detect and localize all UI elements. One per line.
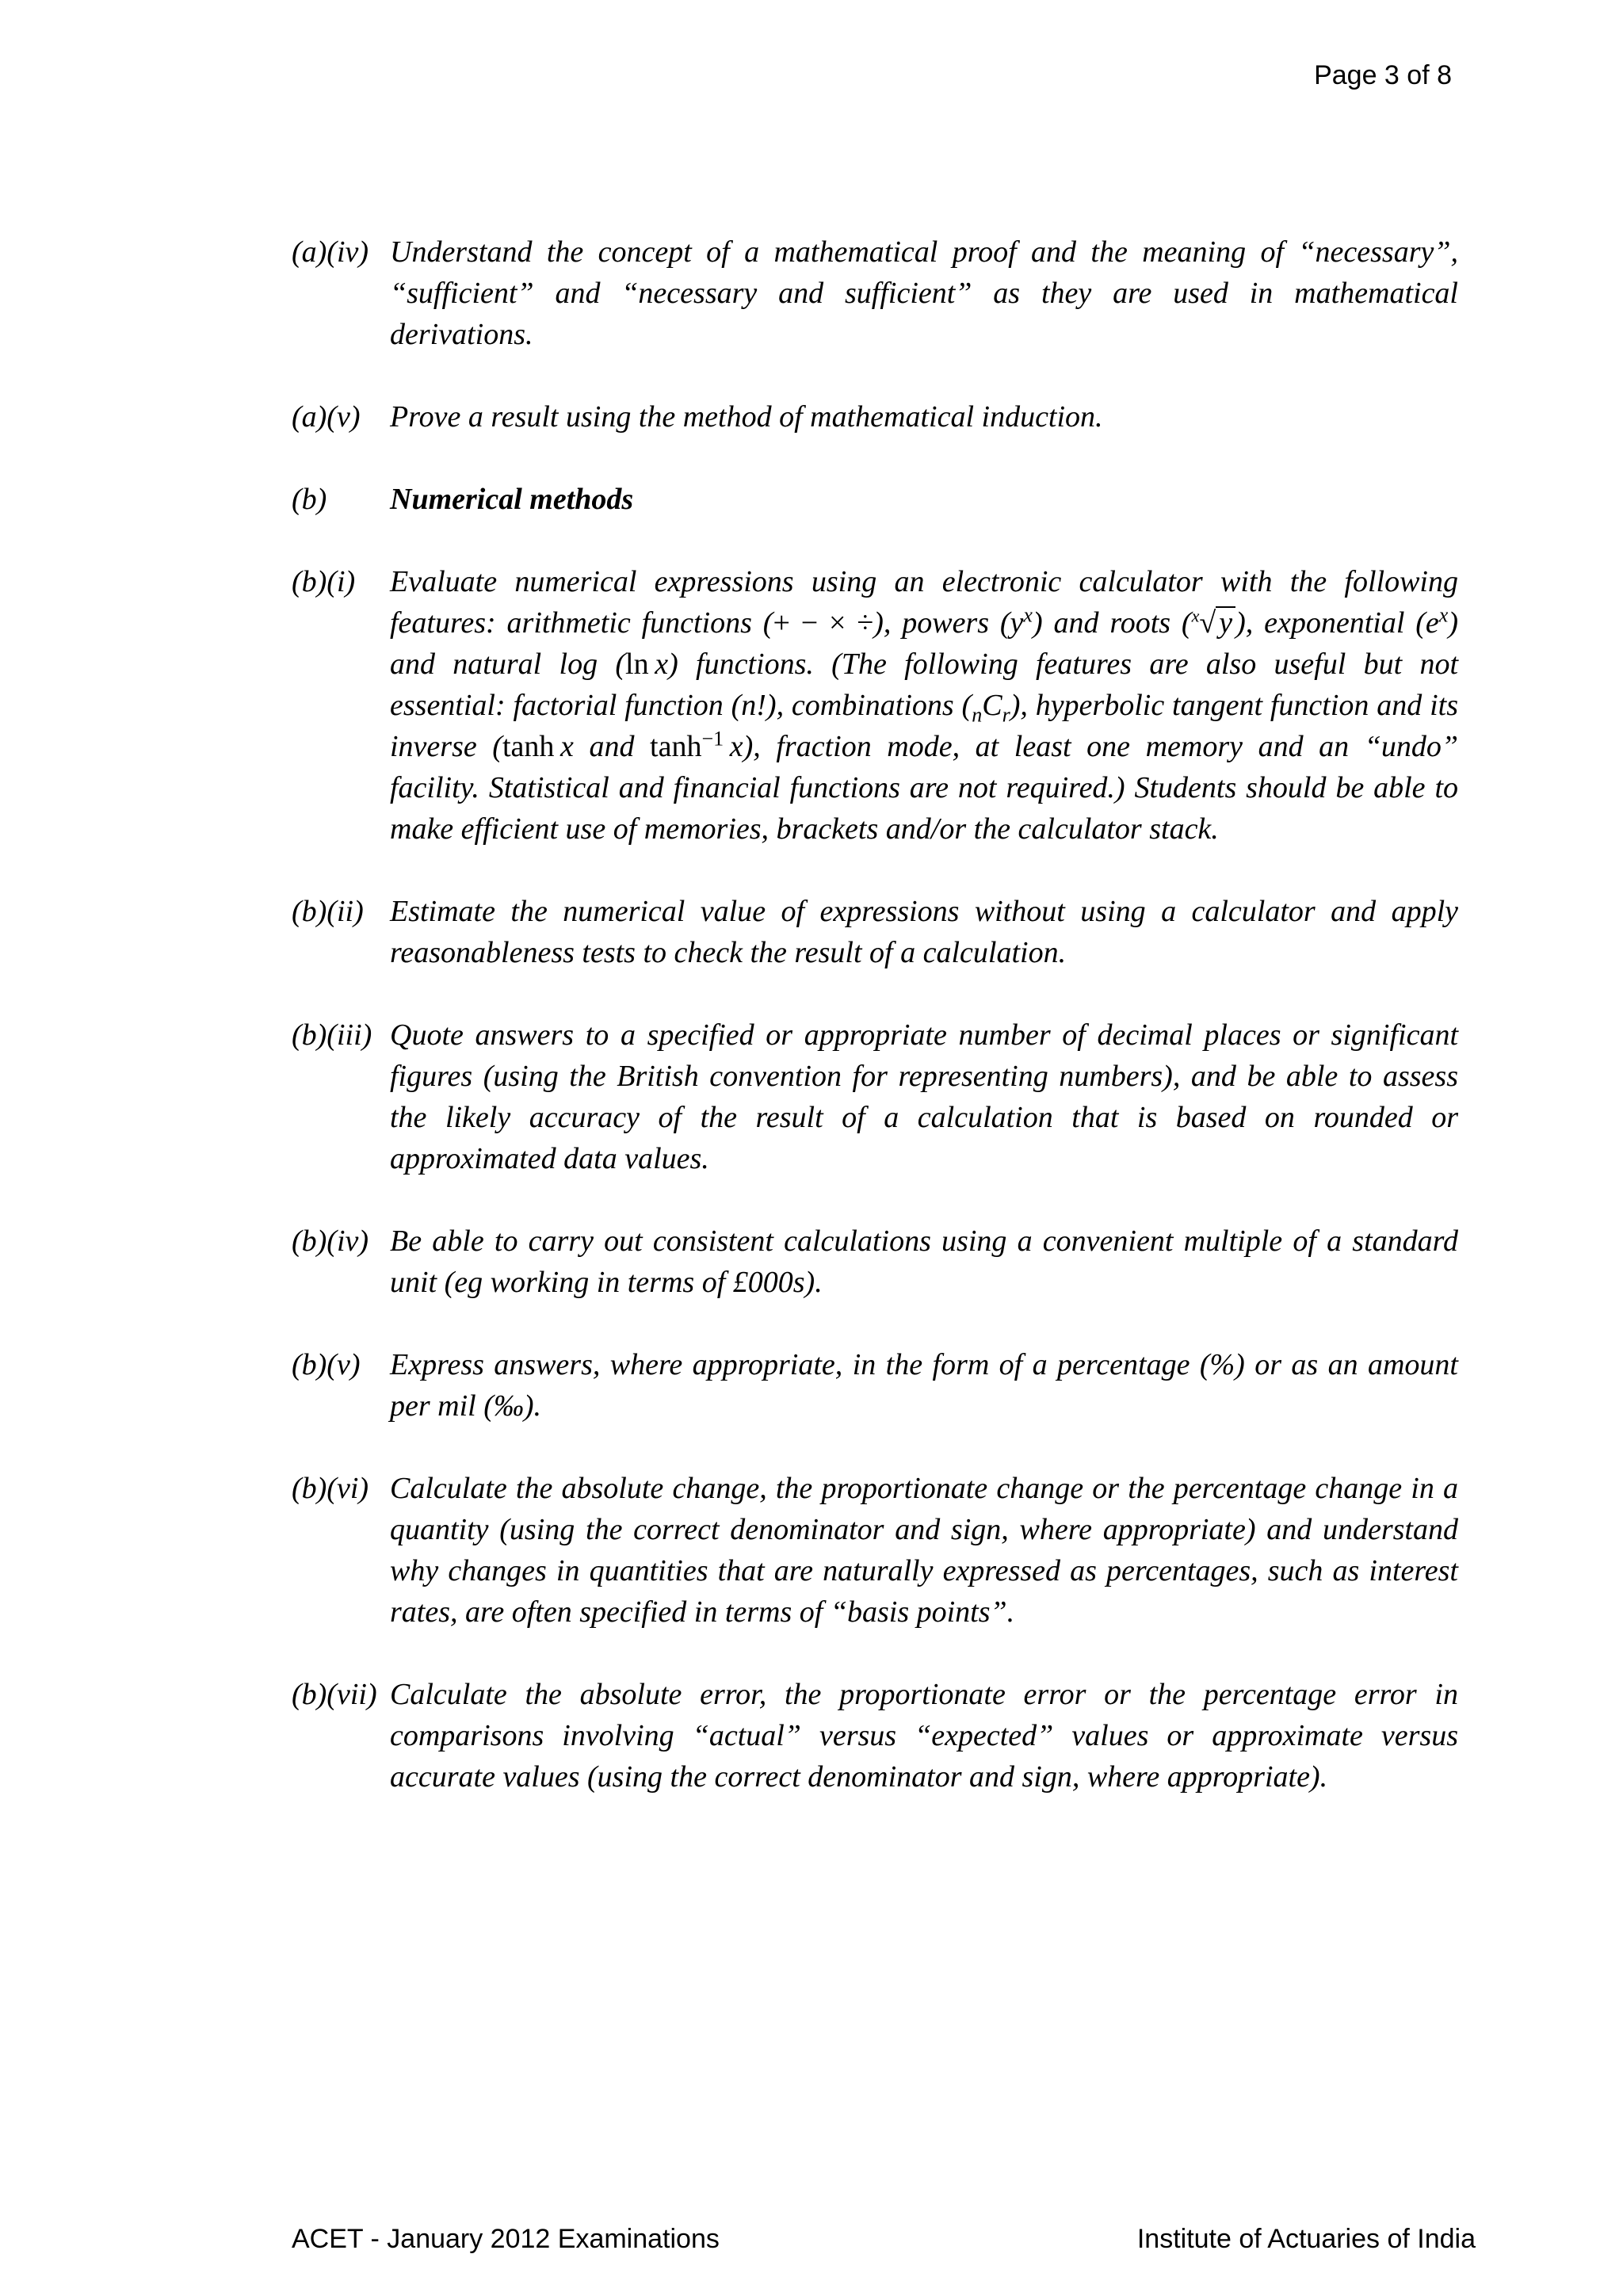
combination-c: C [982,689,1002,722]
item-b-iv [292,1221,1458,1303]
item-text: Calculate the absolute error, the proportionate error or the percentage error in comparisons involving “actual” versus “expected” values or approximate versus accurate values (using the correct denominator and sign, where appropriate). [390,1678,1458,1794]
section-heading-numerical-methods [292,479,1458,520]
text-segment: ) and natural log ( [390,606,1458,681]
item-b-v [292,1344,1458,1427]
item-b-vii [292,1674,1458,1797]
item-b-vi [292,1468,1458,1633]
item-label: (b)(vi) [292,1472,369,1505]
inverse-tanh-argument: x [729,730,743,763]
power-base: y [1010,606,1024,640]
text-segment: ), hyperbolic tangent function and its inverse ( [390,689,1459,763]
tanh-argument: x [560,730,574,763]
item-b-iii [292,1014,1458,1179]
item-label: (b)(i) [292,565,356,598]
syllabus-content [292,231,1458,1839]
item-label: (b)(ii) [292,895,364,928]
factorial-expression: n! [741,689,766,722]
combination-n: n [972,703,983,727]
text-segment: ), fraction mode, at least one memory and an “undo” facility. Statistical and financial functions are not required.) Students should be able to make efficient use of memories, brackets and/or the calculator stack. [390,730,1458,846]
item-label: (a)(v) [292,400,361,434]
item-a-iv [292,231,1458,355]
inverse-tanh-function: tanh [650,730,702,763]
text-segment: ), exponential ( [1235,606,1426,640]
item-a-v [292,396,1458,437]
root-radicand: y [1216,606,1235,638]
arithmetic-operators: + − × ÷ [773,606,874,640]
item-text [390,561,1458,850]
inverse-exponent: −1 [701,727,724,751]
text-segment: ) functions. (The following features are also useful but not essential: factorial function ( [390,648,1458,722]
combination-r: r [1002,703,1010,727]
item-text: Estimate the numerical value of expressions without using a calculator and apply reasonableness tests to check the result of a calculation. [390,895,1458,969]
exp-exponent: x [1438,603,1449,627]
item-label: (b)(iii) [292,1018,372,1052]
item-b-ii [292,891,1458,973]
item-text: Quote answers to a specified or appropriate number of decimal places or significant figures (using the British convention for representing numbers), and be able to assess the likely accuracy of the result of a calculation that is based on rounded or approximated data values. [390,1018,1458,1175]
ln-argument: x [655,648,669,681]
footer-exam-name: ACET - January 2012 Examinations [292,2224,720,2254]
power-exponent: x [1023,603,1033,627]
text-segment: Evaluate numerical expressions using an electronic calculator with the following features: arithmetic functions ( [390,565,1458,640]
footer-institute-name: Institute of Actuaries of India [1136,2224,1476,2254]
item-label: (a)(iv) [292,235,369,269]
item-label: (b)(vii) [292,1678,377,1711]
item-text: Understand the concept of a mathematical proof and the meaning of “necessary”, “sufficient” and “necessary and sufficient” as they are used in mathematical derivations. [390,235,1458,351]
text-segment: ) and roots ( [1032,606,1192,640]
text-segment: and [573,730,651,763]
radical-sign-icon: √ [1199,606,1216,640]
section-label: (b) [292,483,327,516]
section-title: Numerical methods [390,483,634,516]
item-text: Be able to carry out consistent calculations using a convenient multiple of a standard unit (eg working in terms of £000s). [390,1224,1458,1299]
exp-base: e [1425,606,1439,640]
text-segment: ), combinations ( [766,689,972,722]
item-text: Calculate the absolute change, the proportionate change or the percentage change in a quantity (using the correct denominator and sign, where appropriate) and understand why changes in quantities that are naturally expressed as percentages, such as interest rates, are often specified in terms of “basis points”. [390,1472,1458,1629]
page-number: Page 3 of 8 [1314,60,1452,90]
item-text: Prove a result using the method of mathematical induction. [390,400,1103,434]
item-text: Express answers, where appropriate, in the form of a percentage (%) or as an amount per mil (‰). [390,1348,1458,1423]
ln-function: ln [625,648,649,681]
tanh-function: tanh [502,730,555,763]
item-b-i [292,561,1458,850]
text-segment: ), powers ( [873,606,1010,640]
root-index: x [1191,606,1200,626]
item-label: (b)(iv) [292,1224,369,1258]
item-label: (b)(v) [292,1348,361,1381]
